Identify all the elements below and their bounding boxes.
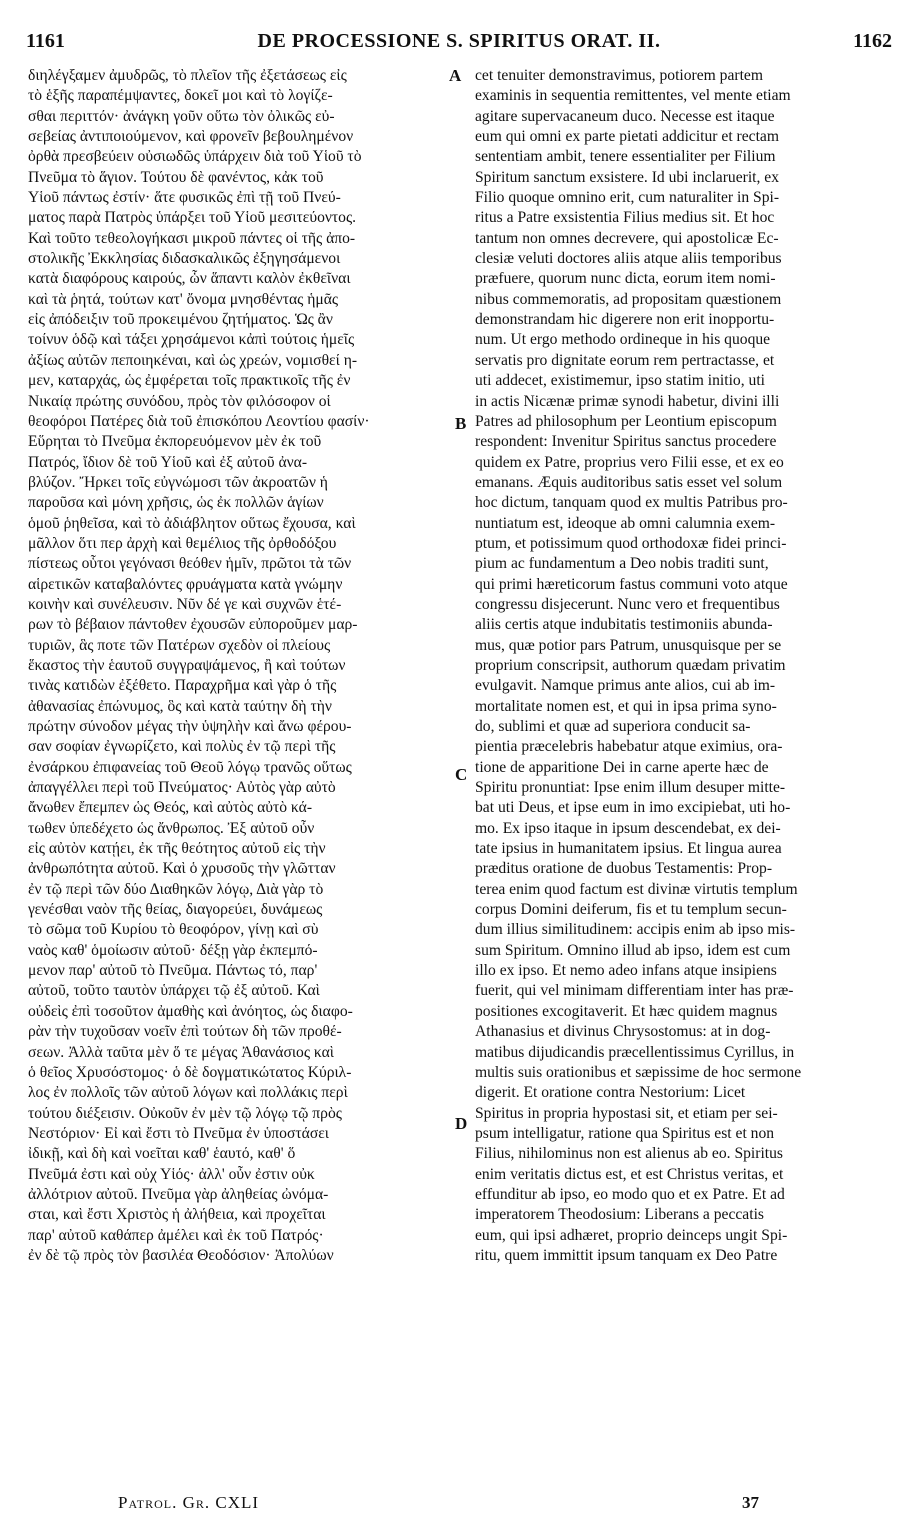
greek-text-line: κατὰ διαφόρους καιρούς, ὧν ἅπαντι καλὸν ἐκθεῖναι bbox=[28, 270, 351, 288]
greek-text-line: μεν, καταρχάς, ὡς ἐμφέρεται τοῖς πρακτικοῖς τῆς ἐν bbox=[28, 372, 351, 390]
latin-text-line: in actis Nicænæ primæ synodi habetur, divini illi bbox=[475, 392, 780, 410]
latin-text-line: cet tenuiter demonstravimus, potiorem partem bbox=[475, 67, 763, 84]
greek-text-line: ὀρθὰ πρεσβεύειν οὐσιωδῶς ὑπάρχειν διὰ τοῦ Υἱοῦ τὸ bbox=[28, 148, 362, 166]
greek-text-line: αὐτοῦ, τοῦτο ταυτὸν ὑπάρχει τῷ ἐξ αὐτοῦ. Καὶ bbox=[28, 982, 320, 1000]
greek-text-line: ὁμοῦ ῥηθεῖσα, καὶ τὸ ἀδιάβλητον οὕτως ἔχουσα, καὶ bbox=[28, 514, 356, 532]
greek-text-line: τυριῶν, ἃς ποτε τῶν Πατέρων σχεδὸν οἱ πλείους bbox=[28, 636, 331, 654]
greek-text-line: σθαι περιττόν· ἀνάγκη γοῦν οὕτω τὸν ὀλικῶς εὐ- bbox=[28, 107, 335, 125]
greek-text-line: πίστεως οὗτοι γεγόνασι θεόθεν ἡμῖν, πρῶτοι τὰ τῶν bbox=[28, 555, 352, 573]
latin-text-line: ritu, quem immittit ipsum tanquam ex Deo Patre bbox=[475, 1246, 778, 1264]
latin-text-line: Athanasius et divinus Chrysostomus: at in dog- bbox=[475, 1023, 771, 1041]
latin-text-line: mus, quæ potior pars Patrum, unusquisque per se bbox=[475, 636, 782, 654]
greek-text-line: παρ' αὐτοῦ καθάπερ ἀμέλει καὶ ἐκ τοῦ Πατρός· bbox=[28, 1226, 324, 1244]
greek-text-line: Πνεῦμα τὸ ἅγιον. Τούτου δὲ φανέντος, κἀκ τοῦ bbox=[28, 168, 324, 186]
latin-text-line: pium ac fundamentum a Deo nobis traditi sunt, bbox=[475, 555, 769, 573]
latin-text-line: dum illius similitudinem: accipis enim ab ipso mis- bbox=[475, 921, 796, 939]
greek-text-line: τὸ ἑξῆς παραπέμψαντες, δοκεῖ μοι καὶ τὸ λογίζε- bbox=[28, 87, 333, 105]
greek-text-line: ρων τὸ βέβαιον πάντοθεν ἐχουσῶν εὐποροῦμεν μαρ- bbox=[28, 616, 358, 634]
greek-text-line: Υἱοῦ πάντως ἐστίν· ἅτε φυσικῶς ἐπὶ τῇ τοῦ Πνεύ- bbox=[28, 189, 341, 207]
greek-text-line: τὸ σῶμα τοῦ Κυρίου τὸ θεοφόρον, γίνῃ καὶ σὺ bbox=[28, 921, 319, 939]
latin-text-line: clesiæ veluti doctores aliis atque aliis temporibus bbox=[475, 250, 782, 268]
latin-text-line: positiones excogitaverit. Et hæc quidem magnus bbox=[475, 1002, 778, 1020]
greek-text-line: ρὰν τὴν τυχοῦσαν νοεῖν ἐπὶ τούτων δὴ τῶν προθέ- bbox=[28, 1023, 342, 1041]
greek-text-line: λος ἐν πολλοῖς τῶν αὐτοῦ λόγων καὶ πολλάκις περὶ bbox=[28, 1084, 348, 1102]
latin-text-line: Patres ad philosophum per Leontium episcopum bbox=[475, 412, 777, 430]
greek-text-line: σαν σοφίαν ἐγνωρίζετο, καὶ πολὺς ἐν τῷ περὶ τῆς bbox=[28, 738, 336, 756]
greek-text-line: οὐδεὶς ἐπὶ τοσοῦτον ἀμαθὴς καὶ ἀνόητος, ὡς διαφο- bbox=[28, 1002, 353, 1020]
greek-column bbox=[28, 66, 468, 1266]
latin-text-line: aliis certis atque indubitatis testimoniis abunda- bbox=[475, 616, 773, 634]
greek-text-line: ἀπαγγέλλει περὶ τοῦ Πνεύματος· Αὐτὸς γὰρ αὐτὸ bbox=[28, 779, 336, 797]
latin-text-line: enim veritatis dictus est, et est Christus veritas, et bbox=[475, 1165, 784, 1183]
greek-text-line: διηλέγξαμεν ἀμυδρῶς, τὸ πλεῖον τῆς ἐξετάσεως εἰς bbox=[28, 67, 347, 84]
greek-text-line: Νικαίᾳ πρώτης συνόδου, πρὸς τὸν φιλόσοφον οἱ bbox=[28, 392, 331, 410]
latin-text-line: agitare supervacaneum duco. Necesse est itaque bbox=[475, 107, 775, 125]
page-header bbox=[26, 30, 892, 64]
latin-text-line: Spiritu pronuntiat: Ipse enim illum desuper mitte- bbox=[475, 779, 786, 797]
greek-text-line: ἀξίως αὐτῶν πεποιηκέναι, καὶ ὡς χρεών, νομισθεί η- bbox=[28, 351, 358, 369]
running-title: DE PROCESSIONE S. SPIRITUS ORAT. II. bbox=[257, 30, 661, 52]
greek-text-line: Νεστόριον· Εἰ καὶ ἔστι τὸ Πνεῦμα ἐν ὑποστάσει bbox=[28, 1124, 329, 1142]
latin-text-line: nibus commemoratis, ad propositam quæstionem bbox=[475, 290, 782, 308]
greek-text-line: τούτου διέξεισιν. Οὐκοῦν ἐν μὲν τῷ λόγῳ τῷ πρὸς bbox=[28, 1104, 342, 1122]
greek-text-line: μενον παρ' αὐτοῦ τὸ Πνεῦμα. Πάντως τό, παρ' bbox=[28, 962, 318, 980]
greek-text-line: σται, καὶ ἔστι Χριστὸς ἡ ἀλήθεια, καὶ προχεῖται bbox=[28, 1206, 326, 1224]
footer-signature: 37 bbox=[742, 1493, 759, 1512]
greek-text-line: μᾶλλον ὅτι περ ἀρχὴ καὶ θεμέλιος τῆς ὀρθοδόξου bbox=[28, 534, 337, 552]
latin-text-line: præditus oratione de duobus Testamentis: Prop- bbox=[475, 860, 773, 878]
greek-text-line: γενέσθαι ναὸν τῆς θείας, διαγορεύει, δυνάμεως bbox=[28, 901, 323, 919]
greek-text-line: θεοφόροι Πατέρες διὰ τοῦ ἐπισκόπου Λεοντίου φασίν· bbox=[28, 412, 370, 430]
latin-text-line: illo ex ipso. Et nemo adeo infans atque insipiens bbox=[475, 962, 777, 980]
greek-text-line: ἐν δὲ τῷ πρὸς τὸν βασιλέα Θεοδόσιον· Ἀπολύων bbox=[28, 1246, 334, 1264]
latin-text-line: servatis pro dignitate eorum rem pertractasse, et bbox=[475, 351, 775, 369]
latin-text-line: mo. Ex ipso itaque in ipsum descendebat, ex dei- bbox=[475, 819, 781, 837]
latin-text-line: tate ipsius in humanitatem ipsius. Et lingua aurea bbox=[475, 840, 782, 858]
latin-text-line: demonstrandam hic digerere non erit inopportu- bbox=[475, 311, 775, 329]
latin-text-line: sum Spiritum. Omnino illud ab ipso, idem est cum bbox=[475, 941, 791, 959]
greek-text-line: Καὶ τοῦτο τεθεολογήκασι μικροῦ πάντες οἱ τῆς ἀπο- bbox=[28, 229, 356, 247]
latin-text-line: corpus Domini deiferum, fis et tu templum secun- bbox=[475, 901, 787, 919]
margin-marker-a: A bbox=[449, 66, 462, 85]
page-number-right: 1162 bbox=[853, 30, 892, 52]
latin-text-line: Filio quoque omnino erit, cum naturaliter in Spi- bbox=[475, 189, 780, 207]
latin-text-line: respondent: Invenitur Spiritus sanctus procedere bbox=[475, 433, 777, 451]
latin-text-line: Spiritus in propria hypostasi sit, et etiam per sei- bbox=[475, 1104, 778, 1122]
greek-text-line: τινὰς κατιδὼν ἐξέθετο. Παραχρῆμα καὶ γὰρ ὁ τῆς bbox=[28, 677, 337, 695]
greek-text-line: ἰδικῇ, καὶ δὴ καὶ νοεῖται καθ' ἑαυτό, καθ' ὅ bbox=[28, 1145, 296, 1163]
page-number-left: 1161 bbox=[26, 30, 65, 52]
greek-text-line: ὁ θεῖος Χρυσόστομος· ὁ δὲ δογματικώτατος Κύριλ- bbox=[28, 1063, 352, 1081]
latin-text-line: effunditur ab ipso, eo modo quo et ex Patre. Et ad bbox=[475, 1185, 785, 1203]
greek-text-line: ἀνθρωπότητα αὐτοῦ. Καὶ ὁ χρυσοῦς τὴν γλῶτταν bbox=[28, 860, 336, 878]
latin-text-line: terea enim quod factum est divinæ virtutis templum bbox=[475, 880, 798, 898]
greek-text-line: πρώτην σύνοδον μέγας τὴν ὑψηλὴν καὶ ἄνω φέρου- bbox=[28, 718, 352, 735]
latin-text-line: hoc dictum, tanquam quod ex multis Patribus pro- bbox=[475, 494, 788, 512]
latin-text-line: ritus a Patre exsistentia Filius medius sit. Et hoc bbox=[475, 209, 775, 227]
latin-text-line: bat uti Deus, et ipse eum in imo excipiebat, uti ho- bbox=[475, 799, 791, 817]
latin-text-line: num. Ut ergo methodo ordineque in his quoque bbox=[475, 331, 771, 349]
greek-text-line: κοινὴν καὶ συνέλευσιν. Νῦν δέ γε καὶ συχνῶν ἑτέ- bbox=[28, 595, 342, 613]
latin-text-line: digerit. Et oratione contra Nestorium: Licet bbox=[475, 1084, 746, 1102]
greek-text-line: βλύζον. Ἤρκει τοῖς εὐγνώμοσι τῶν ἀκροατῶν ἡ bbox=[28, 473, 328, 491]
latin-text-line: congressu disjecerunt. Nunc vero et frequentibus bbox=[475, 595, 780, 613]
margin-marker-d: D bbox=[455, 1114, 468, 1133]
greek-text-line: Πατρός, ἴδιον δὲ τοῦ Υἱοῦ καὶ ἐξ αὐτοῦ ἀνα- bbox=[28, 453, 308, 471]
greek-text-line: στολικῆς Ἐκκλησίας διδασκαλικῶς ἐξηγησάμενοι bbox=[28, 250, 341, 268]
latin-text-line: mortalitate nomen est, et qui in ipsa prima syno- bbox=[475, 697, 777, 715]
greek-text-line: τωθεν ὑπεδέχετο ὡς ἄνθρωπος. Ἐξ αὐτοῦ οὖν bbox=[28, 819, 315, 837]
latin-text-line: multis suis orationibus et sæpissime de hoc sermone bbox=[475, 1063, 802, 1081]
latin-text-line: Spiritum sanctum exsistere. Id ubi inclaruerit, ex bbox=[475, 168, 780, 186]
latin-text-line: qui primi hæreticorum fastus communi voto atque bbox=[475, 575, 788, 593]
greek-text-line: εἰς αὐτὸν κατῄει, ἐκ τῆς θεότητος αὐτοῦ εἰς τὴν bbox=[28, 840, 326, 858]
greek-text-line: Πνεῦμά ἐστι καὶ οὐχ Υἱός· ἀλλ' οὖν ἐστιν οὐκ bbox=[28, 1165, 315, 1183]
greek-text-line: σεβείας ἀντιποιούμενον, καὶ φρονεῖν βεβουλημένον bbox=[28, 128, 354, 146]
latin-text-line: proprium conscripsit, authorum quædam privatim bbox=[475, 656, 786, 674]
latin-text-line: præfuere, quorum nunc dicta, eorum item nomi- bbox=[475, 270, 776, 288]
latin-text-line: evulgavit. Namque primus ante alios, cui ab im- bbox=[475, 677, 776, 695]
latin-text-line: examinis in sequentia remittentes, vel mente etiam bbox=[475, 87, 791, 105]
greek-text-line: ἐν τῷ περὶ τῶν δύο Διαθηκῶν λόγῳ, Διὰ γὰρ τὸ bbox=[28, 880, 324, 898]
greek-text-line: ἀλλότριον αὐτοῦ. Πνεῦμα γὰρ ἀληθείας ὠνόμα- bbox=[28, 1185, 329, 1203]
footer-volume: Patrol. Gr. CXLI bbox=[118, 1493, 260, 1512]
greek-text-line: παροῦσα καὶ μόνη χρῆσις, ὡς ἐκ πολλῶν ἁγίων bbox=[28, 494, 324, 512]
latin-text-line: fuerit, qui vel minimam differentiam inter has præ- bbox=[475, 982, 794, 1000]
greek-text-line: Εὕρηται τὸ Πνεῦμα ἐκπορευόμενον μὲν ἐκ τοῦ bbox=[28, 433, 322, 451]
greek-text-line: ἀθανασίας ἐπώνυμος, ὃς καὶ κατὰ ταύτην δὴ τὴν bbox=[28, 697, 332, 715]
latin-text-line: psum intelligatur, ratione qua Spiritus est et non bbox=[475, 1124, 775, 1142]
latin-text-line: eum qui omni ex parte pietati addicitur et rectam bbox=[475, 128, 779, 146]
latin-text-line: imperatorem Theodosium: Liberans a peccatis bbox=[475, 1206, 764, 1224]
latin-text-line: tantum non omnes decrevere, qui apostolicæ Ec- bbox=[475, 229, 779, 247]
latin-text-line: tione de apparitione Dei in carne aperte hæc de bbox=[475, 758, 769, 776]
greek-text-line: τοίνυν ὁδῷ καὶ τάξει χρησάμενοι κἀπὶ τούτοις ἡμεῖς bbox=[28, 331, 355, 349]
latin-text-line: eum, qui ipsi adhæret, proprio deinceps ungit Spi- bbox=[475, 1226, 788, 1244]
latin-text-line: ptum, et potissimum quod orthodoxæ fidei princi- bbox=[475, 534, 787, 552]
margin-marker-c: C bbox=[455, 765, 468, 784]
latin-text-line: quidem ex Patre, proprius vero Filii esse, et ex eo bbox=[475, 453, 784, 471]
greek-text-line: ἕκαστος τὴν ἑαυτοῦ συγγραψάμενος, ἢ καὶ τούτων bbox=[28, 656, 346, 674]
latin-text-line: do, sublimi et quæ ad superiora conducit sa- bbox=[475, 718, 751, 735]
greek-text-line: ματος παρὰ Πατρὸς ὑπάρξει τοῦ Υἱοῦ μεσιτεύοντος. bbox=[28, 209, 357, 227]
greek-text-line: εἰς ἀπόδειξιν τοῦ προκειμένου ζητήματος. Ὡς ἂν bbox=[28, 311, 333, 329]
greek-text-line: ἐνσάρκου ἐπιφανείας τοῦ Θεοῦ λόγῳ τρανῶς οὕτως bbox=[28, 758, 352, 776]
latin-text-line: pientia præcelebris habebatur atque eximius, ora- bbox=[475, 738, 783, 756]
greek-text-line: σεων. Ἀλλὰ ταῦτα μὲν ὅ τε μέγας Ἀθανάσιος καὶ bbox=[28, 1043, 334, 1061]
latin-text-line: sententiam ambit, tenere essentialiter per Filium bbox=[475, 148, 776, 166]
greek-text-line: ἄνωθεν ἔπεμπεν ὡς Θεός, καὶ αὐτὸς αὐτὸ κά- bbox=[28, 799, 313, 817]
latin-text-line: uti addecet, existimemur, ipso statim initio, uti bbox=[475, 372, 765, 390]
greek-text-line: καὶ τὰ ῥητά, τούτων κατ' ὄνομα μνησθέντας ἡμᾶς bbox=[28, 290, 339, 308]
latin-column bbox=[475, 66, 893, 1266]
greek-text-line: ναὸς καθ' ὁμοίωσιν αὐτοῦ· δέξῃ γὰρ ἐκπεμπό- bbox=[28, 941, 318, 959]
latin-text-line: Filius, nihilominus non est alienus ab eo. Spiritus bbox=[475, 1145, 783, 1163]
latin-text-line: matibus dijudicandis præcellentissimus Cyrillus, in bbox=[475, 1043, 795, 1061]
greek-text-line: αἱρετικῶν καταβαλόντες φρυάγματα κατὰ γνώμην bbox=[28, 575, 343, 593]
margin-marker-b: B bbox=[455, 414, 467, 433]
latin-text-line: emanans. Æquis auditoribus satis esset vel solum bbox=[475, 473, 783, 491]
latin-text-line: nuntiatum est, ideoque ab omni calumnia exem- bbox=[475, 514, 776, 532]
